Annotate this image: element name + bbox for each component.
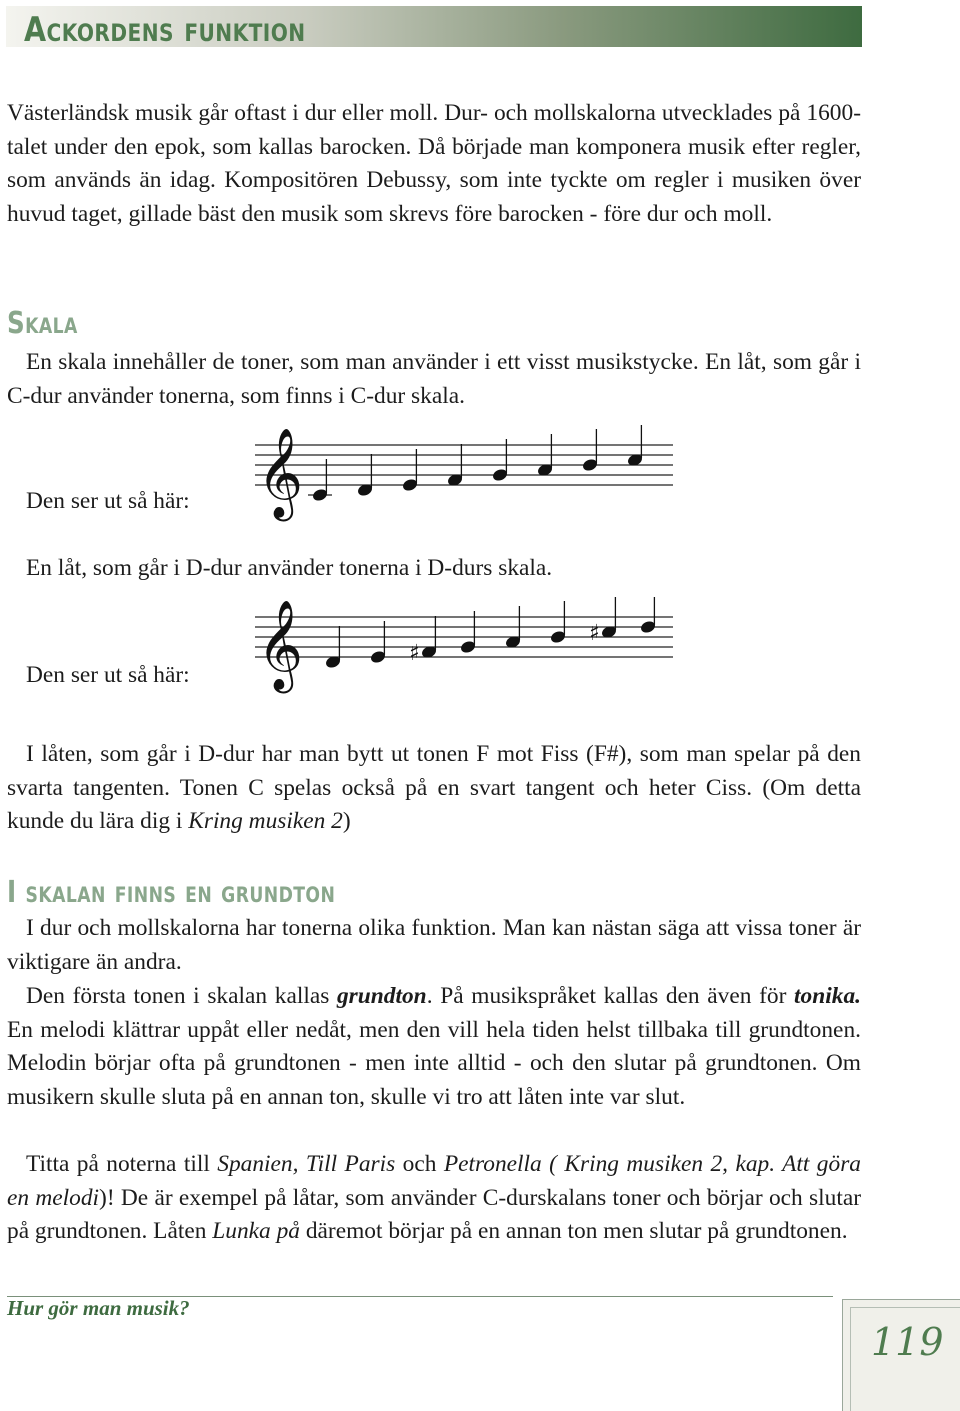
root-text-2c: En melodi klättrar uppåt eller nedåt, men den vill hela tiden helst tillbaka till grundtonen. Melodin börjar ofta på grundtonen - men inte alltid - och den slutar på grundtonen. Om musikern skulle sluta på en annan ton, skulle vi tro att låten inte var slut. <box>7 1016 861 1110</box>
section-heading-root: I skalan finns en grundton <box>7 875 336 910</box>
term-grundton: grundton <box>336 983 427 1009</box>
root-text-3a: Titta på noterna till <box>26 1151 218 1177</box>
book-reference: Kring musiken 2 <box>188 808 343 835</box>
section-heading-scale: Skala <box>7 306 78 341</box>
page-number-frame <box>850 1307 960 1411</box>
treble-clef-icon: 𝄞 <box>257 428 304 518</box>
root-text-3b: )! De är exempel på låtar, som använder C-durskalans toner och börjar och slutar på grundtonen. Låten <box>7 1184 862 1245</box>
intro-paragraph: Västerländsk musik går oftast i dur eller moll. Dur- och mollskalorna utvecklades på 1600-talet under den epok, som kallas barocken. Då började man komponera musik efter regler, som används än idag. Kompositören Debussy, som inte tyckte om regler i musiken över huvud taget, gillade bäst den musik som skrevs före barocken - före dur och moll. <box>7 100 861 227</box>
treble-clef-icon: 𝄞 <box>257 600 304 690</box>
root-paragraph-3 <box>7 1148 861 1249</box>
page-number-box <box>842 1299 960 1411</box>
d-major-intro: En låt, som går i D-dur använder tonerna i D-durs skala. <box>26 555 553 581</box>
root-text-2a: Den första tonen i skalan kallas <box>26 983 337 1009</box>
scale-text: En skala innehåller de toner, som man använder i ett visst musikstycke. En låt, som går i C-dur använder tonerna, som finns i C-dur skala. <box>7 349 861 409</box>
explanation-text-1: I låten, som går i D-dur har man bytt ut tonen F mot Fiss (F#), som man spelar på den svarta tangenten. Tonen C spelas också på en svart tangent och heter Ciss. (Om detta kunde du lära dig i <box>7 741 861 835</box>
root-paragraph-1 <box>7 912 861 979</box>
d-major-staff <box>255 597 675 697</box>
scale-paragraph <box>7 346 861 413</box>
sharp-sign-icon: ♯ <box>409 641 420 666</box>
c-major-notes <box>308 425 644 503</box>
page-number: 119 <box>871 1320 944 1364</box>
root-text-1: I dur och mollskalorna har tonerna olika funktion. Man kan nästan säga att vissa toner är viktigare än andra. <box>7 915 861 975</box>
root-text-och: och <box>395 1151 444 1177</box>
explanation-text-2: ) <box>342 808 351 835</box>
staff-lines <box>255 445 673 485</box>
d-major-intro-paragraph <box>7 552 861 586</box>
root-paragraph-2 <box>7 980 861 1114</box>
footer-book-title: Hur gör man musik? <box>7 1296 190 1320</box>
chapter-reference: ( Kring musiken 2, kap. Att göra en melodi <box>7 1151 861 1211</box>
c-major-staff <box>255 425 675 525</box>
root-text-2b: . På musikspråket kallas den även för <box>426 983 795 1009</box>
d-major-notes <box>324 597 656 670</box>
song-lunka-pa: Lunka på <box>212 1218 300 1245</box>
page-title: Ackordens funktion <box>24 10 306 50</box>
term-tonika: tonika. <box>794 983 861 1009</box>
sharp-explanation-paragraph <box>7 738 861 839</box>
c-major-label: Den ser ut så här: <box>26 488 190 514</box>
root-text-3c: däremot börjar på en annan ton men slutar på grundtonen. <box>299 1218 848 1245</box>
sharp-sign-icon: ♯ <box>589 621 600 646</box>
title-bar <box>6 6 862 50</box>
song-spanien-till-paris: Spanien, Till Paris <box>217 1151 396 1177</box>
d-major-label: Den ser ut så här: <box>26 662 190 688</box>
song-petronella: Petronella <box>443 1151 542 1177</box>
